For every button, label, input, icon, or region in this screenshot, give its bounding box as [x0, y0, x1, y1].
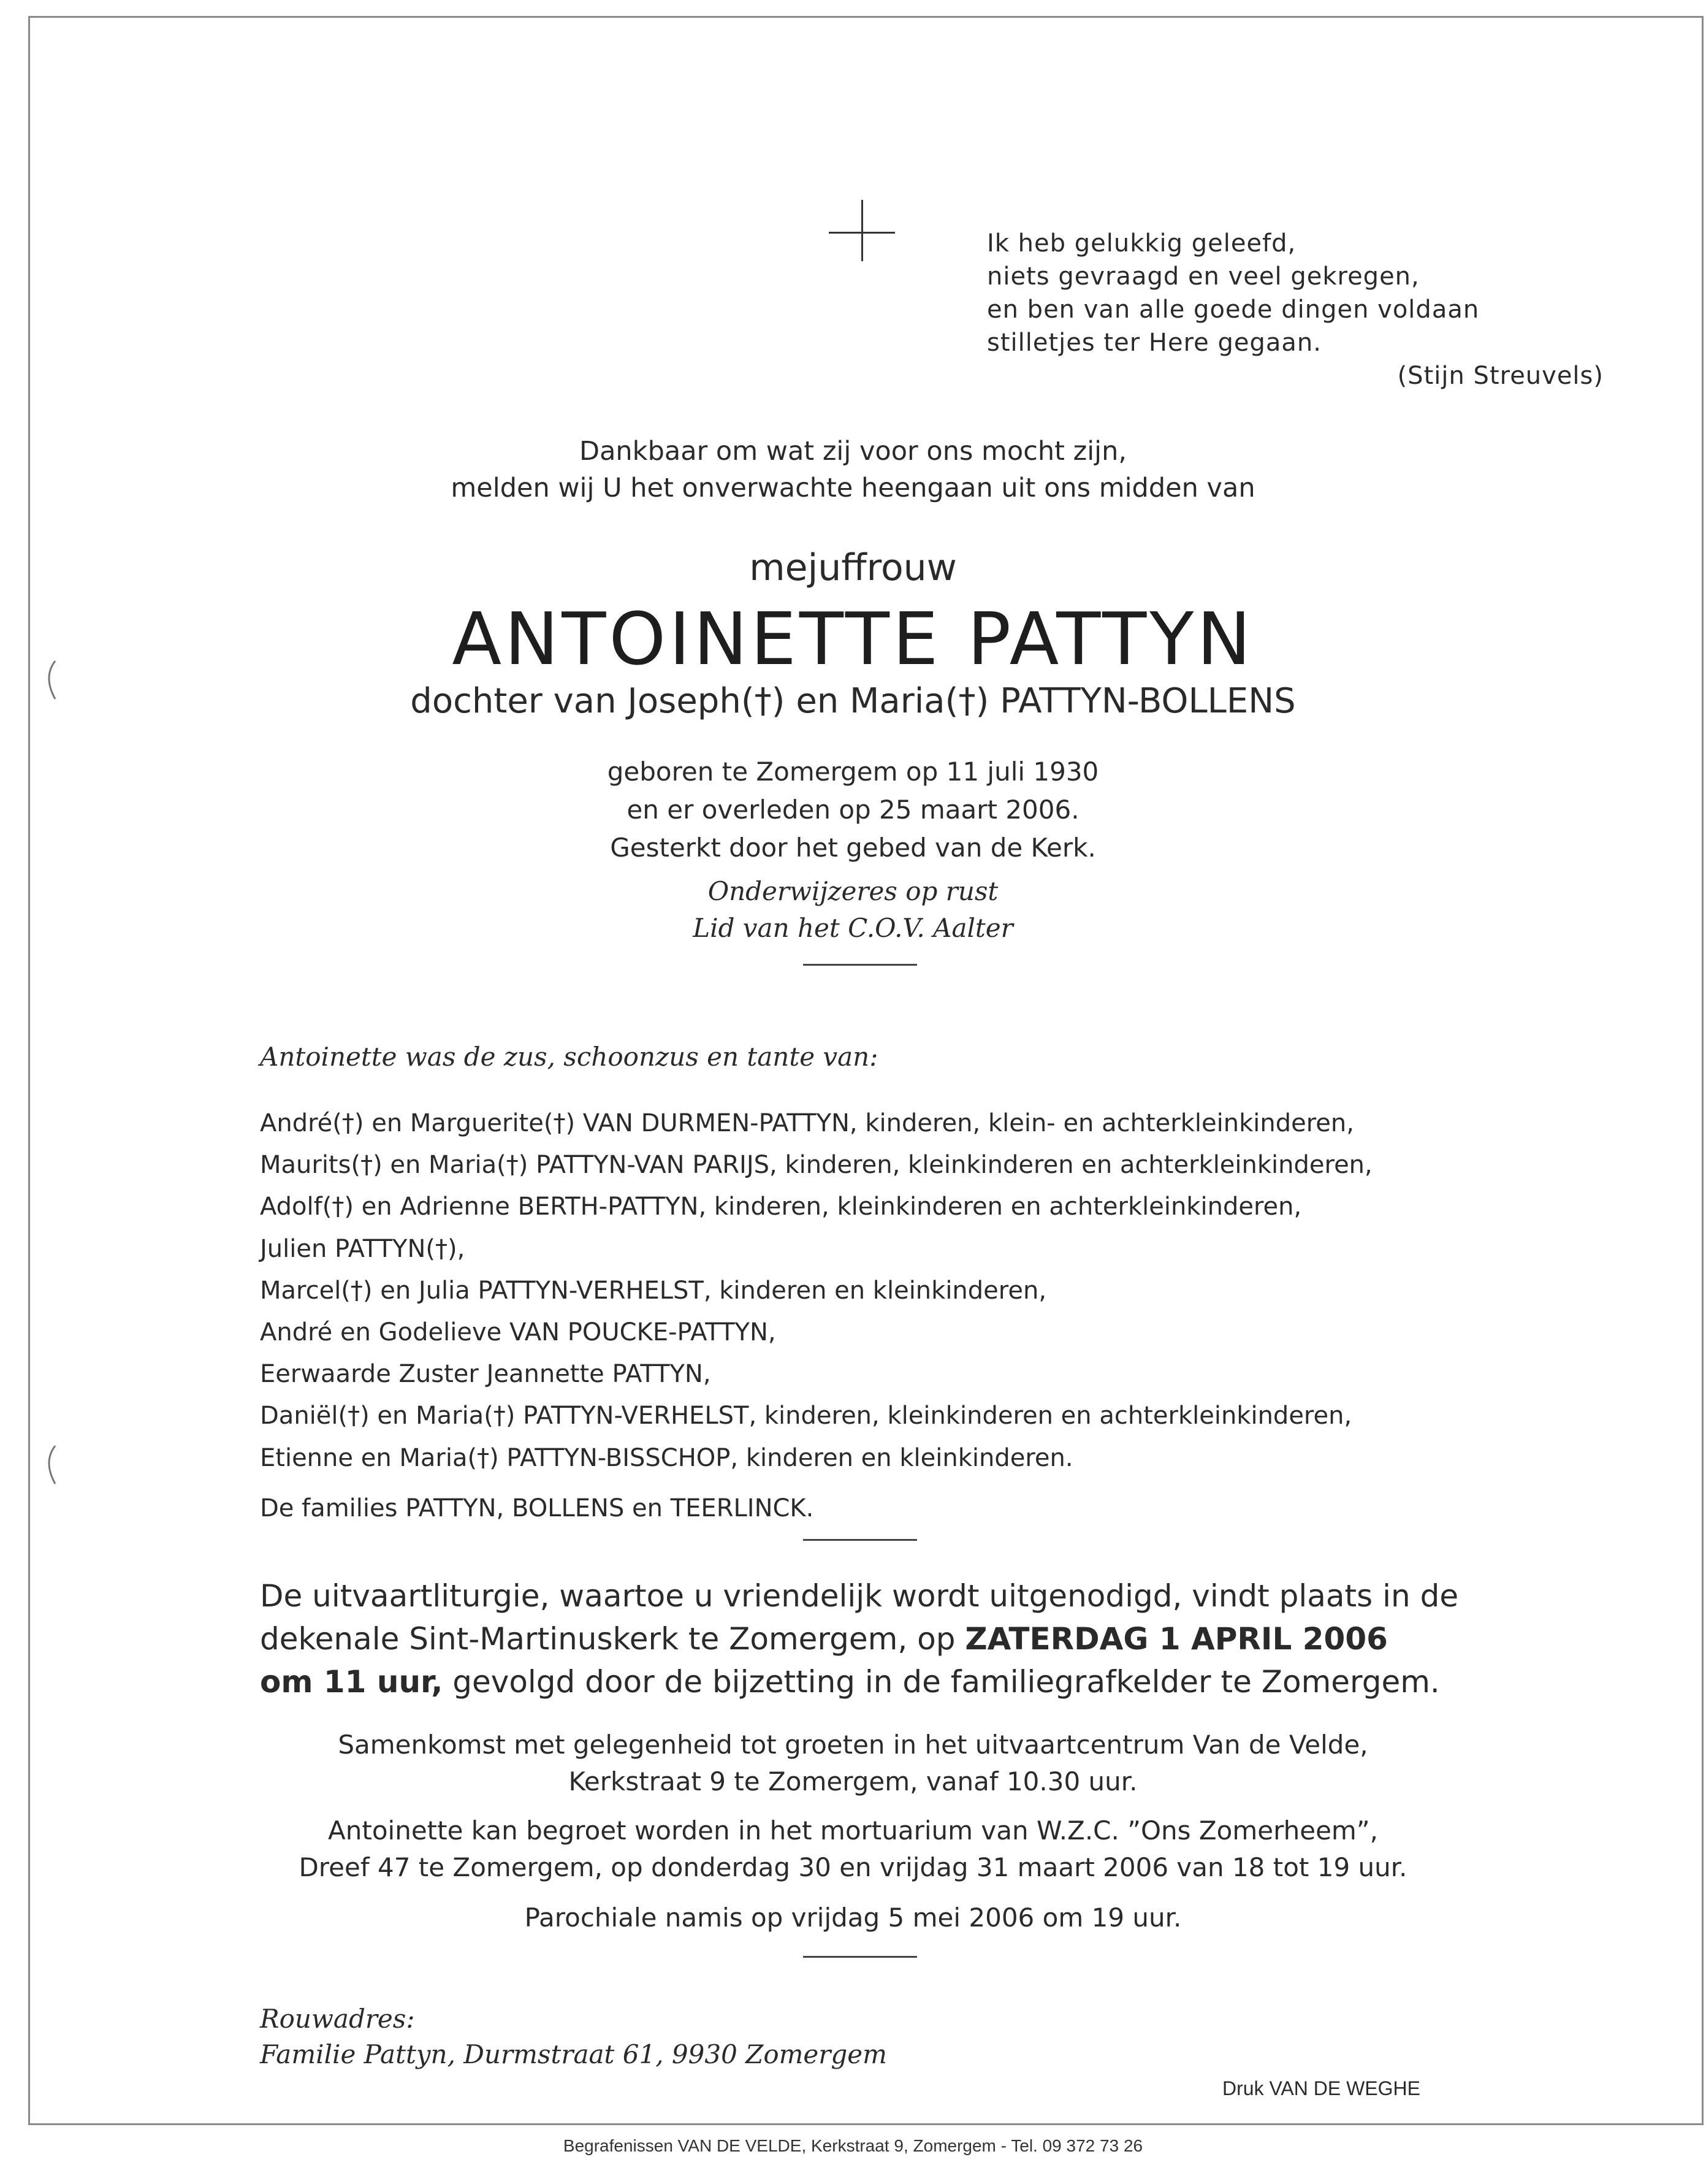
divider [803, 1539, 917, 1541]
poem [987, 227, 1637, 392]
poem-line: stilletjes ter Here gegaan. [987, 329, 1322, 357]
church-line: Gesterkt door het gebed van de Kerk. [610, 833, 1096, 863]
deceased-title: mejuffrouw [749, 546, 957, 589]
family-list [260, 1102, 1373, 1479]
life-dates [0, 753, 1706, 867]
list-item: Eerwaarde Zuster Jeannette PATTYN, [260, 1360, 711, 1389]
address-value: Familie Pattyn, Durmstraat 61, 9930 Zomergem [260, 2039, 887, 2069]
mourning-address [260, 2001, 887, 2072]
liturgy-line-1: De uitvaartliturgie, waartoe u vriendelijk wordt uitgenodigd, vindt plaats in de [260, 1578, 1459, 1614]
punch-mark-icon [40, 1443, 59, 1486]
list-item: Marcel(†) en Julia PATTYN-VERHELST, kinderen en kleinkinderen, [260, 1276, 1047, 1305]
occupation [0, 873, 1706, 947]
family-intro: Antoinette was de zus, schoonzus en tante van: [260, 1042, 878, 1072]
footer-funeral-home: Begrafenissen VAN DE VELDE, Kerkstraat 9, Zomergem - Tel. 09 372 73 26 [563, 2136, 1143, 2155]
printer-credit: Druk VAN DE WEGHE [1222, 2077, 1420, 2099]
liturgy-line-2 [260, 1617, 1465, 1660]
list-item: Maurits(†) en Maria(†) PATTYN-VAN PARIJS, kinderen, kleinkinderen en achterkleinkinderen, [260, 1151, 1373, 1180]
visitation-info [0, 1812, 1706, 1886]
gathering-line-1: Samenkomst met gelegenheid tot groeten in het uitvaartcentrum Van de Velde, [338, 1730, 1368, 1760]
visitation-line-1: Antoinette kan begroet worden in het mortuarium van W.Z.C. ”Ons Zomerheem”, [328, 1816, 1378, 1846]
list-item: Julien PATTYN(†), [260, 1234, 465, 1263]
poem-line: niets gevraagd en veel gekregen, [987, 262, 1420, 291]
namis-info: Parochiale namis op vrijdag 5 mei 2006 om 19 uur. [524, 1903, 1182, 1933]
gathering-line-2: Kerkstraat 9 te Zomergem, vanaf 10.30 uur. [568, 1766, 1138, 1796]
poem-author: (Stijn Streuvels) [1397, 362, 1604, 390]
liturgy-line-3-text: gevolgd door de bijzetting in de familiegrafkelder te Zomergem. [443, 1664, 1440, 1700]
families-line: De families PATTYN, BOLLENS en TEERLINCK. [260, 1494, 814, 1522]
list-item: Daniël(†) en Maria(†) PATTYN-VERHELST, kinderen, kleinkinderen en achterkleinkinderen, [260, 1402, 1352, 1430]
divider [803, 1956, 917, 1958]
poem-line: en ben van alle goede dingen voldaan [987, 296, 1480, 324]
birth-line: geboren te Zomergem op 11 juli 1930 [607, 757, 1099, 787]
liturgy-time: om 11 uur, [260, 1664, 443, 1700]
intro-line-2: melden wij U het onverwachte heengaan uit ons midden van [451, 473, 1255, 503]
intro-text [0, 433, 1706, 506]
list-item: Adolf(†) en Adrienne BERTH-PATTYN, kinderen, kleinkinderen en achterkleinkinderen, [260, 1193, 1302, 1221]
list-item: André en Godelieve VAN POUCKE-PATTYN, [260, 1318, 776, 1347]
list-item: Etienne en Maria(†) PATTYN-BISSCHOP, kinderen en kleinkinderen. [260, 1443, 1073, 1472]
visitation-line-2: Dreef 47 te Zomergem, op donderdag 30 en vrijdag 31 maart 2006 van 18 tot 19 uur. [299, 1852, 1407, 1882]
gathering-info [0, 1727, 1706, 1800]
list-item: André(†) en Marguerite(†) VAN DURMEN-PATTYN, kinderen, klein- en achterkleinkinderen, [260, 1109, 1354, 1137]
address-label: Rouwadres: [260, 2004, 415, 2034]
liturgy-line-3 [260, 1660, 1465, 1703]
liturgy-text [260, 1575, 1465, 1703]
poem-line: Ik heb gelukkig geleefd, [987, 229, 1297, 258]
liturgy-date: ZATERDAG 1 APRIL 2006 [965, 1621, 1388, 1657]
liturgy-line-2-text: dekenale Sint-Martinuskerk te Zomergem, op [260, 1621, 965, 1657]
cross-icon [829, 200, 895, 261]
intro-line-1: Dankbaar om wat zij voor ons mocht zijn, [579, 436, 1127, 467]
death-line: en er overleden op 25 maart 2006. [626, 795, 1080, 825]
deceased-name: ANTOINETTE PATTYN [452, 597, 1254, 681]
occupation-role: Onderwijzeres op rust [707, 876, 999, 906]
deceased-parents: dochter van Joseph(†) en Maria(†) PATTYN-BOLLENS [410, 681, 1296, 721]
occupation-member: Lid van het C.O.V. Aalter [693, 913, 1013, 943]
divider [803, 964, 917, 966]
